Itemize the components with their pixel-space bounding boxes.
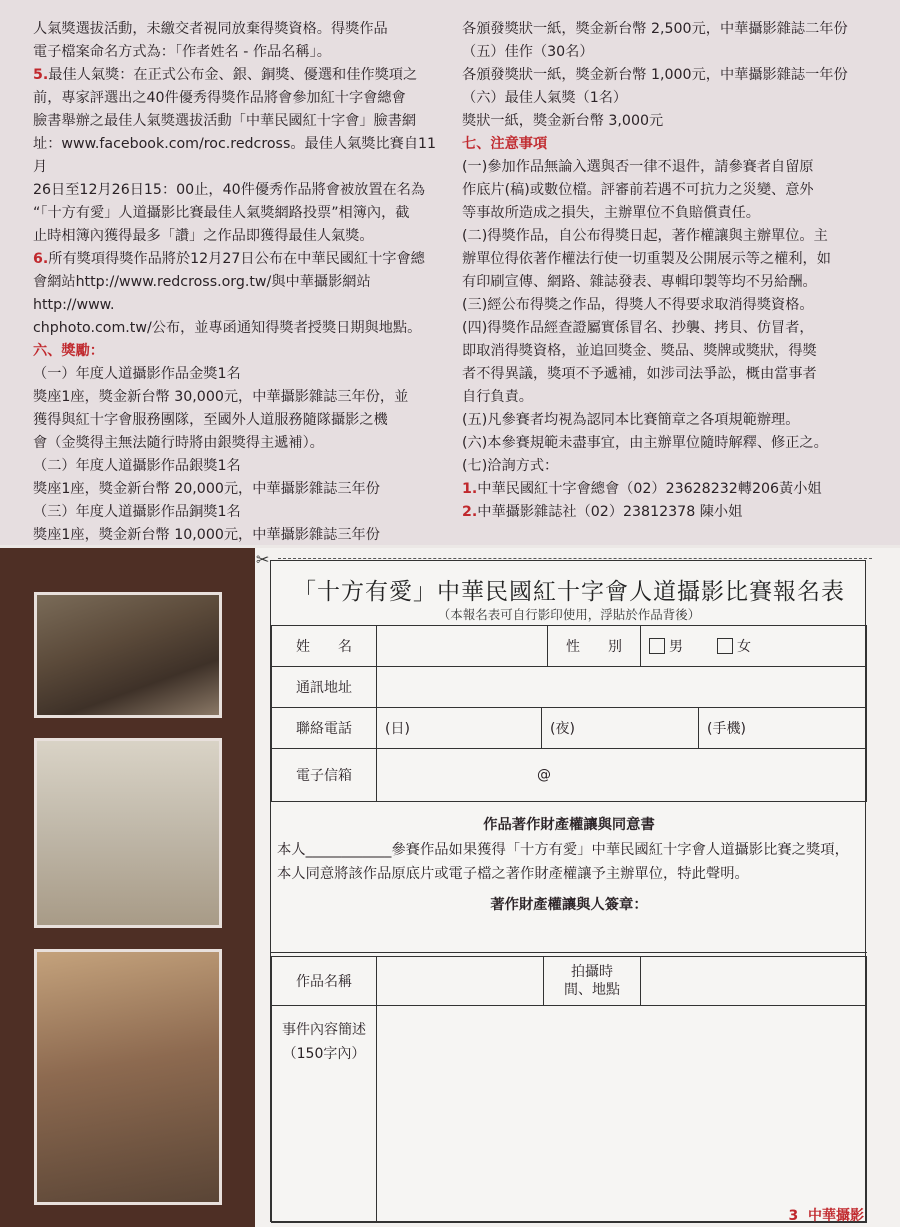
line-text: 有印刷宣傳、網路、雜誌發表、專輯印製等均不另給酬。: [462, 274, 817, 290]
line-text: “「十方有愛」人道攝影比賽最佳人氣獎網路投票”相簿內，截: [33, 205, 410, 221]
address-label: 通訊地址: [271, 666, 377, 708]
description-note: （150字內）: [282, 1046, 366, 1062]
line-text: 六、獎勵：: [33, 343, 104, 359]
left-column-line: [33, 202, 441, 225]
right-column-line: [462, 156, 872, 179]
line-text: 獲得與紅十字會服務團隊，至國外人道服務隨隊攝影之機: [33, 412, 388, 428]
photo-strip: [0, 548, 255, 1227]
left-column-line: [33, 386, 441, 409]
right-column-line: [462, 271, 872, 294]
name-label: 姓 名: [271, 625, 377, 667]
left-column-line: [33, 432, 441, 455]
umbrella-volunteers-photo: [34, 738, 222, 928]
line-text: 前，專家評選出之40件優秀得獎作品將會參加紅十字會總會: [33, 90, 406, 106]
description-field[interactable]: [376, 1005, 867, 1223]
line-text: 最佳人氣獎：在正式公布金、銀、銅獎、優選和佳作獎項之: [48, 67, 418, 83]
form-subtitle: （本報名表可自行影印使用，浮貼於作品背後）: [437, 607, 701, 622]
right-column-line: [462, 248, 872, 271]
line-text: 者不得異議，獎項不予遞補，如涉司法爭訟，概由當事者: [462, 366, 817, 382]
left-column-line: [33, 41, 441, 64]
left-column-line: [33, 179, 441, 202]
line-text: （三）年度人道攝影作品銅獎1名: [33, 504, 241, 520]
line-text: 會（金獎得主無法隨行時將由銀獎得主遞補）。: [33, 435, 324, 451]
cut-line: [278, 558, 872, 559]
consent-title: 作品著作財產權讓與同意書: [483, 817, 655, 833]
male-label: 男: [669, 639, 683, 655]
line-text: 址：www.facebook.com/roc.redcross。最佳人氣獎比賽自11月: [33, 136, 437, 175]
left-column-line: [33, 18, 441, 41]
work-title-field[interactable]: [376, 956, 544, 1006]
left-column-line: [33, 455, 441, 478]
left-column-line: [33, 501, 441, 524]
line-text: (六)本參賽規範未盡事宜，由主辦單位隨時解釋、修正之。: [462, 435, 828, 451]
male-checkbox[interactable]: [649, 638, 665, 654]
right-column-line: [462, 202, 872, 225]
line-text: 自行負責。: [462, 389, 533, 405]
phone-night-field[interactable]: (夜): [541, 707, 699, 749]
line-text: （五）佳作（30名）: [462, 44, 594, 60]
phone-day-field[interactable]: (日): [376, 707, 542, 749]
right-column-line: [462, 386, 872, 409]
line-text: 中華攝影雜誌社（02）23812378 陳小姐: [477, 504, 743, 520]
left-column-line: [33, 110, 441, 133]
time-place-field[interactable]: [640, 956, 867, 1006]
page-footer: [789, 1205, 865, 1225]
consent-block: [271, 801, 867, 953]
female-checkbox[interactable]: [717, 638, 733, 654]
line-text: (七)洽詢方式：: [462, 458, 559, 474]
line-text: 獎座1座，獎金新台幣 20,000元，中華攝影雜誌三年份: [33, 481, 380, 497]
address-field[interactable]: [376, 666, 867, 708]
time-place-label: 拍攝時間、地點: [543, 956, 641, 1006]
left-column-line: [33, 340, 441, 363]
right-column-line: [462, 478, 872, 501]
line-text: 作底片(稿)或數位檔。評審前若遇不可抗力之災變、意外: [462, 182, 814, 198]
work-title-label: 作品名稱: [271, 956, 377, 1006]
item-number: 2.: [462, 504, 478, 520]
left-column-line: [33, 409, 441, 432]
magazine-brand: 中華攝影: [808, 1208, 864, 1224]
right-column-line: [462, 409, 872, 432]
line-text: 電子檔案命名方式為：「作者姓名 - 作品名稱」。: [33, 44, 331, 60]
right-column-line: [462, 455, 872, 478]
form-title: 「十方有愛」中華民國紅十字會人道攝影比賽報名表: [293, 579, 845, 605]
line-text: （一）年度人道攝影作品金獎1名: [33, 366, 241, 382]
left-column-line: [33, 271, 441, 317]
right-column-line: [462, 363, 872, 386]
left-column-line: [33, 478, 441, 501]
line-text: 各頒發獎狀一紙，獎金新台幣 2,500元，中華攝影雜誌二年份: [462, 21, 848, 37]
registration-form: [270, 560, 866, 1222]
right-column-line: [462, 225, 872, 248]
description-label: 事件內容簡述: [282, 1022, 366, 1038]
left-column-line: [33, 133, 441, 179]
line-text: 26日至12月26日15：00止，40件優秀作品將會被放置在名為: [33, 182, 426, 198]
line-text: chphoto.com.tw/公布，並專函通知得獎者授獎日期與地點。: [33, 320, 422, 336]
left-column-line: [33, 64, 441, 87]
phone-label: 聯絡電話: [271, 707, 377, 749]
registration-section: [0, 548, 900, 1227]
rules-section: [0, 0, 900, 545]
right-column-line: [462, 340, 872, 363]
left-column-line: [33, 317, 441, 340]
name-field[interactable]: [376, 625, 548, 667]
description-label-cell: [271, 1005, 377, 1223]
line-text: (一)參加作品無論入選與否一律不退件，請參賽者自留原: [462, 159, 814, 175]
item-number: 6.: [33, 251, 49, 267]
page-number: 3: [788, 1208, 799, 1224]
rescue-worker-photo: [34, 592, 222, 718]
left-column-line: [33, 87, 441, 110]
line-text: 止時相簿內獲得最多「讚」之作品即獲得最佳人氣獎。: [33, 228, 374, 244]
line-text: （二）年度人道攝影作品銀獎1名: [33, 458, 241, 474]
line-text: 辦單位得依著作權法行使一切重製及公開展示等之權利，如: [462, 251, 831, 267]
line-text: 所有獎項得獎作品將於12月27日公布在中華民國紅十字會總: [48, 251, 425, 267]
right-column-line: [462, 18, 872, 41]
email-label: 電子信箱: [271, 748, 377, 802]
line-text: 獎座1座，獎金新台幣 30,000元，中華攝影雜誌三年份，並: [33, 389, 409, 405]
line-text: 會網站http://www.redcross.org.tw/與中華攝影網站http://www.: [33, 274, 371, 313]
right-column-line: [462, 317, 872, 340]
line-text: 即取消得獎資格，並追回獎金、獎品、獎牌或獎狀，得獎: [462, 343, 817, 359]
right-column-line: [462, 110, 872, 133]
line-text: (五)凡參賽者均視為認同本比賽簡章之各項規範辦理。: [462, 412, 800, 428]
line-text: 各頒發獎狀一紙，獎金新台幣 1,000元，中華攝影雜誌一年份: [462, 67, 848, 83]
right-column-line: [462, 133, 872, 156]
line-text: 獎座1座，獎金新台幣 10,000元，中華攝影雜誌三年份: [33, 527, 380, 543]
left-column-line: [33, 524, 441, 547]
right-column-line: [462, 87, 872, 110]
right-column-line: [462, 179, 872, 202]
left-column-line: [33, 225, 441, 248]
right-column-line: [462, 41, 872, 64]
line-text: 中華民國紅十字會總會（02）23628232轉206黃小姐: [477, 481, 822, 497]
phone-mobile-field[interactable]: (手機): [698, 707, 867, 749]
right-column: [462, 18, 872, 524]
left-column-line: [33, 363, 441, 386]
signature-label: 著作財產權讓與人簽章：: [490, 897, 648, 913]
left-column: [33, 18, 441, 570]
line-text: 等事故所造成之損失，主辦單位不負賠償責任。: [462, 205, 760, 221]
email-field[interactable]: @: [376, 748, 867, 802]
line-text: （六）最佳人氣獎（1名）: [462, 90, 628, 106]
line-text: 獎狀一紙，獎金新台幣 3,000元: [462, 113, 664, 129]
line-text: 人氣獎選拔活動，未繳交者視同放棄得獎資格。得獎作品: [33, 21, 388, 37]
right-column-line: [462, 501, 872, 524]
red-cross-hands-photo: [34, 949, 222, 1205]
female-label: 女: [737, 639, 751, 655]
right-column-line: [462, 294, 872, 317]
line-text: (三)經公布得獎之作品，得獎人不得要求取消得獎資格。: [462, 297, 814, 313]
item-number: 5.: [33, 67, 49, 83]
line-text: 臉書舉辦之最佳人氣獎選拔活動「中華民國紅十字會」臉書網: [33, 113, 417, 129]
line-text: (二)得獎作品，自公布得獎日起，著作權讓與主辦單位。主: [462, 228, 828, 244]
gender-label: 性 別: [547, 625, 641, 667]
gender-field: [640, 625, 867, 667]
consent-text: 本人____________參賽作品如果獲得「十方有愛」中華民國紅十字會人道攝影比賽之獎項，本人同意將該作品原底片或電子檔之著作財產權讓予主辦單位，特此聲明。: [277, 842, 849, 882]
line-text: 七、注意事項: [462, 136, 548, 152]
item-number: 1.: [462, 481, 478, 497]
right-column-line: [462, 432, 872, 455]
left-column-line: [33, 248, 441, 271]
right-column-line: [462, 64, 872, 87]
line-text: (四)得獎作品經查證屬實係冒名、抄襲、拷貝、仿冒者，: [462, 320, 814, 336]
scissors-icon: ✂: [256, 550, 270, 569]
